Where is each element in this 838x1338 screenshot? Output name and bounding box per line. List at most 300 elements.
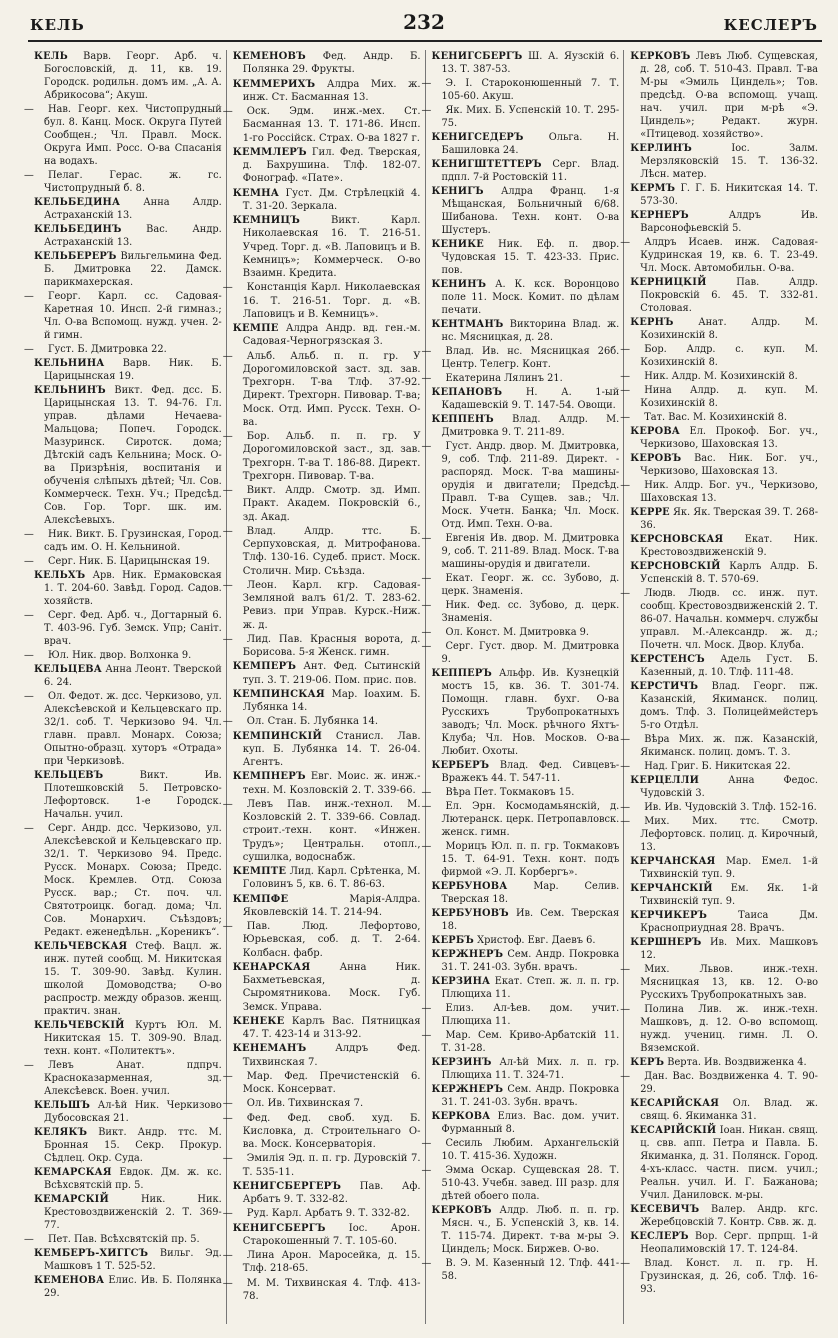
entry-dash: — <box>421 801 432 812</box>
entry-details: Вѣра Пет. Токмаковъ 15. <box>445 787 575 798</box>
entry-details: Викт. Алдр. Смотр. зд. Имп. Практ. Академ. Покровскій 6., зд. Акад. <box>242 485 421 523</box>
entry-details: Эмилія Эд. п. п. гр. Дуровскій 7. Т. 535-11. <box>242 1153 421 1178</box>
entry-details: Варв. Георг. Арб. ч. Богословскій, д. 11, кв. 19. Городск. родильн. домъ им. „А. А. Абрикосова“; Акуш. <box>44 51 222 101</box>
entry-surname: КЕЛЬБЕДИНЪ <box>34 224 122 235</box>
directory-entry <box>630 276 818 315</box>
directory-entry <box>432 975 620 1001</box>
directory-entry <box>620 343 818 369</box>
entry-dash: — <box>620 1004 631 1015</box>
directory-columns <box>24 50 822 1324</box>
directory-entry <box>222 633 421 660</box>
entry-dash: — <box>421 105 432 116</box>
entry-dash: — <box>222 716 233 728</box>
entry-details: Над. Григ. Б. Никитская 22. <box>644 761 791 772</box>
entry-surname: КЕММЕРИХЪ <box>232 78 316 90</box>
entry-details: Ш. А. Яузскій 6. 13. Т. 387-53. <box>441 51 620 75</box>
entry-details: Вильг. Эд. Машковъ 1 Т. 525-52. <box>44 1248 222 1272</box>
entry-details: Руд. Карл. Арбатъ 9. Т. 332-82. <box>246 1208 410 1220</box>
entry-details: Викт. Андр. ттс. М. Бронная 15. Секр. Прокур. Сѣдлец. Окр. Суда. <box>44 1127 222 1164</box>
entry-details: Н. А. 1-ый Кадашевскій 9. Т. 147-54. Овощи. <box>441 387 620 411</box>
entry-dash: — <box>421 641 432 652</box>
directory-entry <box>24 822 222 939</box>
directory-entry <box>222 798 421 864</box>
entry-surname: КЕРСНОВСКАЯ <box>630 534 724 545</box>
directory-entry <box>630 680 818 732</box>
directory-entry <box>233 1180 421 1207</box>
entry-dash: — <box>222 1277 233 1289</box>
entry-details: Ник. Викт. Б. Грузинская, Город. садъ им. О. Н. Кельниной. <box>44 529 222 553</box>
entry-details: Пав. Алдр. Покровскій 6. 45. Т. 332-81. Столовая. <box>640 277 818 314</box>
directory-entry <box>630 1124 818 1202</box>
directory-entry <box>421 77 620 103</box>
directory-entry <box>432 1204 620 1256</box>
directory-entry <box>34 1099 222 1125</box>
entry-dash: — <box>222 1098 233 1110</box>
directory-entry <box>432 386 620 412</box>
directory-entry <box>630 1203 818 1229</box>
entry-surname: КЕЛЬШЪ <box>34 1100 91 1111</box>
entry-details: Арв. Ник. Ермаковская 1. Т. 204-60. Завѣд. Город. Садов. хозяйств. <box>44 570 222 607</box>
entry-details: Ник. Алдр. М. Козихинскій 8. <box>644 371 798 382</box>
entry-surname: КЕНИГСБЕРГЪ <box>232 1222 326 1234</box>
directory-entry <box>222 1152 421 1179</box>
entry-details: Ник. Фед. сс. Зубово, д. церк. Знаменія. <box>441 600 620 624</box>
entry-details: Бор. Альб. п. п. гр. У Дорогомиловской заст., зд. зав. Трехгорн. Т-ва Т. 186-88. Директ. Трехгорн. Пивовар. Т-ва. <box>242 431 421 482</box>
entry-details: Алдра Андр. вд. ген.-м. Садовая-Черногрязская 3. <box>242 323 421 348</box>
entry-details: А. К. кск. Воронцово поле 11. Моск. Комит. по дѣлам печати. <box>441 279 620 316</box>
entry-surname: КЕРКОВЪ <box>431 1205 492 1216</box>
entry-surname: КЕППЕРЪ <box>431 668 492 679</box>
entry-dash: — <box>620 734 631 745</box>
directory-entry <box>222 715 421 728</box>
directory-entry <box>630 936 818 962</box>
directory-entry <box>630 182 818 208</box>
entry-details: Вѣра Мих. ж. пж. Казанскій, Якиманск. полиц. домъ. Т. 3. <box>640 734 818 758</box>
directory-entry <box>620 1070 818 1096</box>
entry-details: Сесиль Любим. Архангельскій 10. Т. 415-36. Художн. <box>441 1138 620 1162</box>
directory-entry <box>24 528 222 554</box>
entry-details: Дан. Вас. Воздвиженка 4. Т. 90-29. <box>640 1071 818 1095</box>
directory-entry <box>432 131 620 157</box>
directory-entry <box>421 1029 620 1055</box>
entry-dash: — <box>620 371 631 382</box>
directory-entry <box>24 609 222 648</box>
entry-details: В. Э. М. Казенный 12. Тлф. 441-58. <box>441 1258 620 1282</box>
directory-entry <box>34 1126 222 1165</box>
entry-details: Анат. Алдр. М. Козихинскій 8. <box>640 317 818 341</box>
entry-details: Лид. Пав. Красныя ворота, д. Борисова. 5-я Женск. гимн. <box>242 633 421 658</box>
entry-dash: — <box>620 761 631 772</box>
entry-dash: — <box>24 1060 34 1071</box>
entry-details: Полина Лив. ж. инж.-техн. Машковъ, д. 12. О-во вспомощ. нужд. учениц. гимн. Л. О. Вяземской. <box>640 1004 818 1054</box>
entry-details: Г. Г. Б. Никитская 14. Т. 573-30. <box>640 183 818 207</box>
entry-dash: — <box>222 485 233 496</box>
entry-surname: КЕСАРІЙСКАЯ <box>630 1098 720 1109</box>
directory-entry <box>620 760 818 773</box>
directory-entry <box>421 800 620 839</box>
directory-entry <box>630 909 818 935</box>
entry-details: Ал-ѣй Ник. Черкизово Дубосовская 21. <box>44 1100 222 1124</box>
directory-entry <box>233 78 421 105</box>
entry-surname: КЕЛЬХЪ <box>34 570 86 581</box>
directory-entry <box>432 880 620 906</box>
directory-entry <box>432 759 620 785</box>
entry-details: Леон. Карл. кгр. Садовая-Земляной валъ 61/2. Т. 283-62. Ревиз. при Управ. Курск.-Ниж. ж. д. <box>242 579 421 631</box>
directory-entry <box>630 1056 818 1069</box>
entry-details: Фед. Андр. Б. Полянка 29. Фрукты. <box>242 51 421 76</box>
entry-dash: — <box>24 344 34 355</box>
entry-details: Левъ Пав. инж.-технол. М. Козловскій 2. Т. 339-66. Совлад. строит.-техн. конт. «Инжен. Трудъ»; Центральн. отопл., сушилка, водоснабж. <box>242 798 421 863</box>
entry-surname: КЕРБЕРЪ <box>431 760 490 771</box>
entry-details: Як. Мих. Б. Успенскій 10. Т. 295-75. <box>441 105 620 129</box>
entry-surname: КЕМПФЕ <box>232 893 289 905</box>
entry-dash: — <box>222 106 233 117</box>
directory-entry <box>34 940 222 1018</box>
directory-entry <box>630 774 818 800</box>
entry-dash: — <box>421 533 432 544</box>
directory-entry <box>620 1003 818 1055</box>
directory-entry <box>233 187 421 214</box>
entry-details: Верта. Ив. Воздвиженка 4. <box>667 1057 807 1068</box>
directory-entry <box>432 158 620 184</box>
directory-entry <box>421 840 620 879</box>
entry-details: Ол. Влад. ж. свящ. 6. Якиманка 31. <box>640 1098 818 1122</box>
directory-entry <box>233 688 421 715</box>
directory-entry <box>421 1164 620 1203</box>
entry-details: Георг. Карл. сс. Садовая-Каретная 10. Инсп. 2-й гимназ.; Чл. О-ва Вспомощ. нужд. учен. 2-й гимн. <box>44 291 222 341</box>
entry-details: Екат. Ник. Крестовоздвиженскій 9. <box>640 534 818 558</box>
entry-dash: — <box>421 1258 432 1269</box>
directory-entry <box>421 1002 620 1028</box>
entry-details: Вор. Серг. прпрщ. 1-й Неопалимовскій 17. Т. 124-84. <box>640 1231 818 1255</box>
directory-entry <box>222 920 421 960</box>
entry-dash: — <box>620 802 631 813</box>
entry-surname: КЕМАРСКАЯ <box>34 1167 112 1178</box>
entry-dash: — <box>222 431 233 442</box>
entry-surname: КЕНЕМАНЪ <box>232 1043 307 1055</box>
entry-dash: — <box>421 1138 432 1149</box>
entry-dash: — <box>620 588 631 599</box>
entry-surname: КЕМПЕ <box>232 323 279 334</box>
entry-details: Адель Густ. Б. Казенный, д. 10. Тлф. 111-48. <box>640 654 818 678</box>
entry-details: Э. І. Староконюшенный 7. Т. 105-60. Акуш. <box>441 78 620 102</box>
entry-details: Алдра Франц. 1-я Мѣщанская, Больничный 6/68. Шибанова. Техн. конт. О-ва Шустеръ. <box>441 186 620 236</box>
entry-dash: — <box>24 291 34 302</box>
entry-dash: — <box>222 579 233 591</box>
entry-dash: — <box>24 823 34 834</box>
directory-entry <box>432 50 620 76</box>
entry-details: Алдр. Люб. п. п. гр. Мясн. ч., Б. Успенскій 3, кв. 14. Т. 115-74. Директ. т-ва м-ры Э. Циндель; Моск. Биржев. О-во. <box>441 1205 620 1255</box>
directory-entry <box>630 1097 818 1123</box>
entry-dash: — <box>222 1250 233 1261</box>
entry-details: Ив. Мих. Машковъ 12. <box>640 937 818 961</box>
directory-entry <box>24 1233 222 1246</box>
directory-entry <box>24 103 222 168</box>
entry-details: Анна Алдр. Астраханскій 13. <box>44 197 222 221</box>
directory-entry <box>432 238 620 277</box>
entry-details: Викт. Ив. Плотешковскій 5. Петровско-Лефортовск. 1-е Городск. Начальн. учил. <box>44 770 222 820</box>
entry-details: Іос. Залм. Мерзляковскій 15. Т. 136-32. Лѣсн. матер. <box>640 143 818 180</box>
entry-details: Серг. Влад. пдпл. 7-й Ростовскій 11. <box>441 159 620 183</box>
entry-surname: КЕСЕВИЧЪ <box>630 1204 700 1215</box>
directory-entry <box>432 667 620 758</box>
entry-details: Левъ Анат. пдпрч. Красноказарменная, зд. Алексѣевск. Воен. учил. <box>44 1060 222 1097</box>
directory-entry <box>24 290 222 342</box>
directory-entry <box>630 452 818 478</box>
entry-surname: КЕРЦЕЛЛИ <box>630 775 700 786</box>
entry-details: Алдра Мих. ж. инж. Ст. Басманная 13. <box>242 78 421 103</box>
entry-details: Густ. Дм. Стрѣлецкій 4. Т. 31-20. Зеркала. <box>242 187 421 212</box>
directory-entry <box>34 50 222 102</box>
entry-surname: КЕЛЬ <box>34 51 68 62</box>
entry-dash: — <box>24 691 34 702</box>
directory-entry <box>34 569 222 608</box>
entry-surname: КЕСАРІЙСКІЙ <box>630 1125 717 1136</box>
entry-details: Лид. Карл. Срѣтенка, М. Головинъ 5, кв. 6. Т. 86-63. <box>242 866 421 891</box>
entry-surname: КЕРМЪ <box>630 183 676 194</box>
directory-entry <box>421 786 620 799</box>
directory-entry <box>233 1042 421 1069</box>
entry-details: Юл. Ник. двор. Волхонка 9. <box>48 650 192 661</box>
entry-details: Серг. Ник. Б. Царицынская 19. <box>48 556 210 567</box>
entry-surname: КЕМПТЕ <box>232 866 287 877</box>
entry-surname: КЕНЕКЕ <box>232 1015 285 1027</box>
entry-details: Христоф. Евг. Даевъ 6. <box>477 935 596 946</box>
directory-entry <box>630 533 818 559</box>
directory-entry <box>432 413 620 439</box>
entry-details: Карлъ Вас. Пятницкая 47. Т. 423-14 и 313-92. <box>242 1015 421 1040</box>
entry-surname: КЕРЧИКЕРЪ <box>630 910 708 921</box>
directory-entry <box>630 142 818 181</box>
entry-details: Іоан. Никан. свящ. ц. свв. апп. Петра и Павла. Б. Якиманка, д. 31. Полянск. Город. 4-хъ-класс. частн. писм. учил.; Реальн. учил. И. Г. Бажанова; Учил. Даниловск. м-ры. <box>640 1125 818 1201</box>
entry-details: Анна Ник. Бахметьевская, д. Сыромятникова. Моск. Губ. Земск. Управа. <box>242 961 421 1013</box>
entry-details: Елиз. Ал-ѣев. дом. учит. Плющиха 11. <box>441 1003 620 1027</box>
entry-dash: — <box>620 385 631 396</box>
directory-entry <box>630 855 818 881</box>
entry-details: Марія-Алдра. Яковлевскій 14. Т. 214-94. <box>242 893 421 918</box>
entry-details: Морицъ Юл. п. п. гр. Токмаковъ 15. Т. 64-91. Техн. конт. подъ фирмой «Э. Л. Корбергъ». <box>441 841 620 878</box>
directory-entry <box>222 350 421 430</box>
entry-details: Іос. Арон. Старокошенный 7. Т. 105-60. <box>242 1222 421 1247</box>
directory-entry <box>222 1097 421 1110</box>
directory-entry <box>34 769 222 821</box>
entry-surname: КЕМБЕРЪ-ХИГГСЪ <box>34 1248 149 1259</box>
entry-surname: КЕМПНЕРЪ <box>232 771 306 783</box>
entry-details: Мар. Селив. Тверская 18. <box>441 881 620 905</box>
entry-dash: — <box>620 1071 631 1082</box>
entry-dash: — <box>222 1070 233 1082</box>
entry-dash: — <box>222 350 233 362</box>
entry-details: Пав. Аф. Арбатъ 9. Т. 332-82. <box>242 1180 421 1205</box>
directory-entry <box>34 250 222 289</box>
entry-details: Мих. Мих. ттс. Смотр. Лефортовск. полиц. д. Кирочный, 13. <box>640 816 818 853</box>
entry-details: Мар. Фед. Пречистенскій 6. Моск. Консерват. <box>242 1070 421 1095</box>
entry-details: Бор. Алдр. с. куп. М. Козихинскій 8. <box>640 344 818 368</box>
directory-entry <box>421 572 620 598</box>
directory-entry <box>34 663 222 689</box>
entry-dash: — <box>24 556 34 567</box>
column-1 <box>24 50 227 1324</box>
directory-entry <box>34 1166 222 1192</box>
entry-dash: — <box>620 237 631 248</box>
directory-entry <box>620 1257 818 1296</box>
directory-entry <box>432 278 620 317</box>
entry-surname: КЕРОВЪ <box>630 453 682 464</box>
entry-details: Ольга. Н. Башиловка 24. <box>441 132 620 156</box>
entry-details: Влад. Алдр. М. Дмитровка 9. Т. 211-89. <box>441 414 620 438</box>
directory-entry <box>620 587 818 652</box>
entry-surname: КЕРСТИЧЪ <box>630 681 699 692</box>
entry-dash: — <box>421 627 432 638</box>
entry-details: Ив. Сем. Тверская 18. <box>441 908 620 932</box>
directory-entry <box>233 146 421 186</box>
directory-entry <box>233 660 421 687</box>
directory-entry <box>34 1274 222 1300</box>
entry-surname: КЕЛЬНИНЪ <box>34 385 106 396</box>
entry-details: Вас. Ник. Бог. уч., Черкизово, Шаховская 13. <box>640 453 818 477</box>
entry-details: Сем. Андр. Покровка 31. Т. 241-03. Зубн. врачъ. <box>441 1084 620 1108</box>
directory-entry <box>233 893 421 920</box>
directory-entry <box>421 104 620 130</box>
entry-details: Мар. Сем. Криво-Арбатскій 11. Т. 31-28. <box>441 1030 620 1054</box>
column-2 <box>222 50 426 1324</box>
directory-entry <box>630 506 818 532</box>
entry-details: Нав. Георг. кех. Чистопрудный бул. 8. Канц. Моск. Округа Путей Сообщен.; Чл. Правл. Моск. Округа Имп. Росс. О-ва Спасанія на водахъ. <box>44 104 222 167</box>
entry-dash: — <box>222 633 233 645</box>
entry-dash: — <box>421 1003 432 1014</box>
directory-entry <box>620 384 818 410</box>
entry-details: Пав. Люд. Лефортово, Юрьевская, соб. д. Т. 2-64. Колбасн. фабр. <box>242 921 421 959</box>
entry-details: Ол. Ив. Тихвинская 7. <box>246 1098 364 1110</box>
entry-details: Як. Як. Тверская 39. Т. 268-36. <box>640 507 819 531</box>
entry-surname: КЕНИНЪ <box>431 279 487 290</box>
entry-surname: КЕМНА <box>232 187 280 199</box>
entry-surname: КЕЛЬНИНА <box>34 358 105 369</box>
entry-surname: КЕППЕНЪ <box>431 414 494 425</box>
entry-dash: — <box>421 787 432 798</box>
column-3 <box>421 50 625 1324</box>
entry-surname: КЕММЛЕРЪ <box>232 146 307 158</box>
entry-surname: КЕМПЕРЪ <box>232 661 297 673</box>
entry-surname: КЕРОВА <box>630 426 680 437</box>
entry-details: Фед. Фед. своб. худ. Б. Кисловка, д. Строительнаго О-ва. Моск. Консерваторія. <box>242 1112 421 1150</box>
entry-dash: — <box>222 525 233 537</box>
entry-details: Левъ Люб. Сущевская, д. 28, соб. Т. 510-43. Правл. Т-ва М-ры «Эмиль Циндель»; Тов. предсѣд. О-ва вспомощ. учащ. нач. учил. при м-рѣ «Э. Циндель»; Редакт. журн. «Птицевод. хозяйство». <box>640 51 818 140</box>
entry-details: Густ. Андр. двор. М. Дмитровка, 9, соб. Тлф. 211-89. Директ. - распоряд. Моск. Т-ва машины-орудія и двигатели; Предсѣд. Правл. Т-ва Сущев. зав.; Чл. Моск. Учетн. Банка; Чл. Моск. Отд. Имп. Техн. О-ва. <box>441 441 620 530</box>
entry-details: Густ. Б. Дмитровка 22. <box>48 344 167 355</box>
entry-details: Екат. Георг. ж. сс. Зубово, д. церк. Знаменія. <box>441 573 620 597</box>
entry-details: Влад. Алдр. ттс. Б. Серпуховская, д. Митрофанова. Тлф. 130-16. Судеб. прист. Моск. Столичн. Мир. Съѣзда. <box>242 525 421 577</box>
directory-entry <box>620 801 818 814</box>
entry-details: Альфр. Ив. Кузнецкій мостъ 15, кв. 36. Т. 301-74. Помощн. главн. бухг. О-ва Русскихъ Трубопрокатныхъ заводъ; Чл. Моск. рѣчного Яхтъ-Клуба; Чл. Нов. Москов. О-ва Любит. Охоты. <box>441 668 620 757</box>
entry-details: Серг. Андр. дсс. Черкизово, ул. Алексѣевской и Кельцевскаго пр. 32/1. Т. Черкизово 94. Предс. Русск. Монарх. Союза; Предс. Моск. Кремлев. Отд. Союза Русск. вар.; Ст. поч. чл. Святотроицк. богад. дома; Чл. Сов. Монархич. Съѣздовъ; Редакт. еженедѣльн. „Кореникъ“. <box>44 823 222 938</box>
entry-details: Мих. Львов. инж.-техн. Мясницкая 13, кв. 12. О-во Русскихъ Трубопрокатныхъ зав. <box>640 964 818 1001</box>
directory-entry <box>421 1137 620 1163</box>
entry-dash: — <box>421 841 432 852</box>
entry-details: Вас. Андр. Астраханскій 13. <box>44 224 222 248</box>
entry-surname: КЕНИКЕ <box>431 239 484 250</box>
entry-surname: КЕНИГСЕДЕРЪ <box>431 132 524 143</box>
directory-entry <box>34 1193 222 1232</box>
entry-dash: — <box>421 573 432 584</box>
directory-entry <box>432 1110 620 1136</box>
entry-surname: КЕРСТЕНСЪ <box>630 654 705 665</box>
directory-entry <box>630 316 818 342</box>
entry-dash: — <box>620 816 631 827</box>
directory-entry <box>222 1277 421 1304</box>
entry-dash: — <box>222 1153 233 1165</box>
entry-details: Евг. Моис. ж. инж.-техн. М. Козловскій 2. Т. 339-66. <box>242 771 421 796</box>
entry-details: Алдръ Фед. Тихвинская 7. <box>242 1043 421 1068</box>
entry-details: Стеф. Вацл. ж. инж. путей сообщ. М. Никитская 15. Т. 309-90. Завѣд. Кулин. школой Домоводства; О-во распростр. между образов. женщ. практич. знан. <box>44 941 222 1017</box>
entry-surname: КЕРБУНОВА <box>431 881 508 892</box>
directory-entry <box>432 934 620 947</box>
entry-details: Ол. Федот. ж. дсс. Черкизово, ул. Алексѣевской и Кельцевскаго пр. 32/1. соб. Т. Черкизово 94. Чл. главн. правл. Монарх. Союза; Опытно-образц. хуторъ «Отрада» при Черкизовѣ. <box>44 691 222 767</box>
entry-details: Ел. Эрн. Космодамьянскій, д. Лютеранск. церк. Петропавловск. женск. гимн. <box>441 801 620 838</box>
entry-surname: КЕРЧАНСКІЙ <box>630 883 713 894</box>
directory-entry <box>34 196 222 222</box>
entry-details: Ел. Прокоф. Бог. уч., Черкизово, Шаховская 13. <box>640 426 818 450</box>
entry-details: Викторина Влад. ж. нс. Мясницкая, д. 28. <box>441 319 620 343</box>
running-head-right: КЕСЛЕРЪ <box>723 16 818 34</box>
entry-surname: КЕРБЪ <box>431 935 474 946</box>
entry-surname: КЕМПИНСКІЙ <box>232 730 323 742</box>
entry-surname: КЕРЛИНЪ <box>630 143 692 154</box>
entry-details: Елис. Ив. Б. Полянка 29. <box>44 1275 222 1299</box>
directory-entry <box>34 1247 222 1273</box>
page-number: 232 <box>403 10 445 34</box>
entry-details: Ал-ѣй Мих. л. п. гр. Плющиха 11. Т. 324-71. <box>441 1057 620 1081</box>
entry-details: Карлъ Алдр. Б. Успенскій 8. Т. 570-69. <box>640 561 818 585</box>
entry-surname: КЕЛЬЦЕВЪ <box>34 770 104 781</box>
entry-surname: КЕНИГШТЕТТЕРЪ <box>431 159 542 170</box>
directory-entry <box>222 1112 421 1152</box>
entry-surname: КЕЛЬБЕДИНА <box>34 197 121 208</box>
entry-dash: — <box>421 1165 432 1176</box>
entry-details: Пелаг. Герас. ж. гс. Чистопрудный б. 8. <box>44 170 222 194</box>
entry-dash: — <box>620 964 631 975</box>
directory-entry <box>630 560 818 586</box>
directory-entry <box>222 105 421 145</box>
entry-dash: — <box>222 798 233 810</box>
entry-details: Анна Федос. Чудовскій 3. <box>640 775 818 799</box>
entry-details: Оск. Эдм. инж.-мех. Ст. Басманная 13. Т. 171-86. Инсп. 1-го Россійск. Страх. О-ва 1827 г. <box>242 106 421 144</box>
entry-surname: КЕМНИЦЪ <box>232 215 301 226</box>
running-head-left: КЕЛЬ <box>30 16 85 34</box>
entry-surname: КЕРНЕРЪ <box>630 210 689 221</box>
entry-details: Евгенія Ив. двор. М. Дмитровка 9, соб. Т. 211-89. Влад. Моск. Т-ва машины-орудія и двигатели. <box>441 533 620 570</box>
directory-entry <box>421 345 620 371</box>
entry-details: Нина Алдр. д. куп. М. Козихинскій 8. <box>640 385 818 409</box>
directory-entry <box>620 733 818 759</box>
directory-entry <box>620 815 818 854</box>
directory-entry <box>432 907 620 933</box>
entry-surname: КЕРЗИНА <box>431 976 491 987</box>
entry-details: Ем. Як. 1-й Тихвинскій туп. 9. <box>640 883 818 907</box>
entry-details: Ник. Алдр. Бог. уч., Черкизово, Шаховская 13. <box>640 480 818 504</box>
entry-surname: КЕРКОВА <box>431 1111 491 1122</box>
entry-surname: КЕРРЕ <box>630 507 670 518</box>
directory-entry <box>630 209 818 235</box>
entry-details: Констанція Карл. Николаевская 16. Т. 216-51. Торг. д. «В. Лаповицъ и В. Кемницъ». <box>242 282 421 320</box>
entry-surname: КЕНТМАНЪ <box>431 319 504 330</box>
entry-surname: КЕЛЯКЪ <box>34 1127 88 1138</box>
directory-entry <box>620 411 818 424</box>
entry-surname: КЕНИГЪ <box>431 186 484 197</box>
directory-entry <box>421 626 620 639</box>
entry-surname: КЕРЖНЕРЪ <box>431 1084 504 1095</box>
directory-entry <box>630 50 818 141</box>
